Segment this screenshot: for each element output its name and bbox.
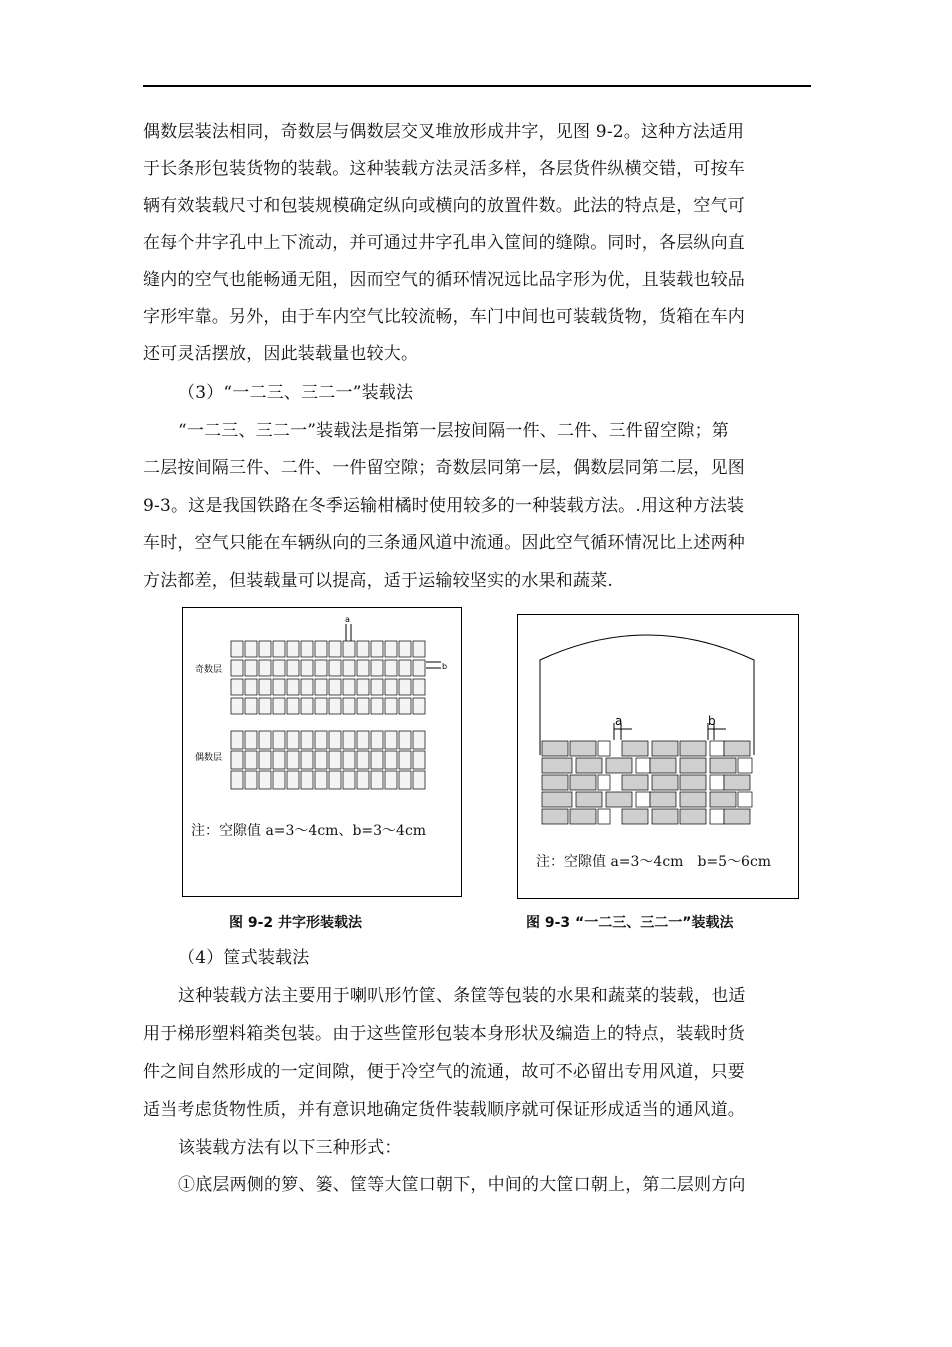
cargo-box bbox=[606, 792, 632, 807]
body-text-line: 辆有效装载尺寸和包装规模确定纵向或横向的放置件数。此法的特点是，空气可 bbox=[143, 196, 745, 216]
cargo-box bbox=[245, 771, 257, 789]
cargo-box bbox=[259, 660, 271, 676]
cargo-box bbox=[570, 775, 596, 790]
cargo-box bbox=[606, 758, 632, 773]
body-text-line: 件之间自然形成的一定间隙，便于冷空气的流通，故可不必留出专用风道，只要 bbox=[143, 1062, 745, 1082]
cargo-box bbox=[636, 758, 650, 773]
body-text-line: “一二三、三二一”装载法是指第一层按间隔一件、二件、三件留空隙；第 bbox=[178, 421, 729, 441]
cargo-box bbox=[287, 679, 299, 695]
cargo-box bbox=[652, 775, 678, 790]
cargo-box bbox=[315, 679, 327, 695]
cargo-box bbox=[273, 679, 285, 695]
cargo-box bbox=[399, 771, 411, 789]
cargo-box bbox=[273, 771, 285, 789]
body-text-line: ①底层两侧的箩、篓、筐等大筐口朝下，中间的大筐口朝上，第二层则方向 bbox=[178, 1175, 746, 1195]
cargo-box bbox=[315, 641, 327, 657]
cargo-stack bbox=[542, 741, 752, 824]
cargo-box bbox=[622, 775, 648, 790]
cargo-box bbox=[273, 698, 285, 714]
cargo-box bbox=[301, 641, 313, 657]
cargo-box bbox=[622, 741, 648, 756]
cargo-box bbox=[273, 641, 285, 657]
cargo-box bbox=[652, 809, 678, 824]
cargo-box bbox=[399, 751, 411, 769]
cargo-box bbox=[413, 698, 425, 714]
cargo-box bbox=[738, 792, 752, 807]
cargo-box bbox=[413, 731, 425, 749]
cargo-box bbox=[357, 698, 369, 714]
cargo-box bbox=[385, 731, 397, 749]
cargo-box bbox=[315, 751, 327, 769]
cargo-box bbox=[315, 660, 327, 676]
body-text-line: 二层按间隔三件、二件、一件留空隙；奇数层同第一层，偶数层同第二层，见图 bbox=[143, 458, 745, 478]
cargo-box bbox=[343, 771, 355, 789]
cargo-box bbox=[287, 731, 299, 749]
figure-9-2 bbox=[182, 607, 462, 897]
odd-layer-label: 奇数层 bbox=[195, 665, 223, 675]
cargo-box bbox=[710, 792, 736, 807]
body-text-line: 在每个井字孔中上下流动，并可通过井字孔串入筐间的缝隙。同时，各层纵向直 bbox=[143, 233, 745, 253]
cargo-box bbox=[413, 660, 425, 676]
cargo-box bbox=[542, 758, 572, 773]
header-rule bbox=[143, 85, 811, 87]
body-text-line: 偶数层装法相同，奇数层与偶数层交叉堆放形成井字，见图 9-2。这种方法适用 bbox=[143, 122, 745, 142]
mark-b: b bbox=[708, 714, 716, 728]
figure-note: 注：空隙值 a=3～4cm b=5～6cm bbox=[536, 854, 772, 870]
body-text-line: 于长条形包装货物的装载。这种装载方法灵活多样，各层货件纵横交错，可按车 bbox=[143, 159, 745, 179]
cargo-box bbox=[273, 660, 285, 676]
cargo-box bbox=[259, 679, 271, 695]
cargo-box bbox=[598, 809, 610, 824]
cargo-box bbox=[329, 751, 341, 769]
cargo-box bbox=[231, 731, 243, 749]
body-text-line: 该装载方法有以下三种形式： bbox=[178, 1138, 402, 1158]
cargo-box bbox=[231, 698, 243, 714]
cargo-box bbox=[301, 731, 313, 749]
cargo-box bbox=[570, 741, 596, 756]
cargo-box bbox=[622, 809, 648, 824]
mark-b: b bbox=[442, 662, 448, 671]
cargo-box bbox=[542, 741, 568, 756]
cargo-box bbox=[273, 731, 285, 749]
cargo-box bbox=[710, 775, 724, 790]
body-text-line: 方法都差，但装载量可以提高，适于运输较坚实的水果和蔬菜. bbox=[143, 571, 614, 591]
cargo-box bbox=[385, 641, 397, 657]
cargo-box bbox=[650, 792, 676, 807]
cargo-box bbox=[724, 741, 750, 756]
cargo-box bbox=[245, 641, 257, 657]
cargo-box bbox=[301, 751, 313, 769]
cargo-box bbox=[710, 809, 724, 824]
cargo-box bbox=[385, 698, 397, 714]
section-heading: （4）筐式装载法 bbox=[178, 948, 310, 968]
cargo-box bbox=[329, 679, 341, 695]
cargo-box bbox=[680, 741, 706, 756]
cargo-box bbox=[413, 751, 425, 769]
even-layer-label: 偶数层 bbox=[195, 753, 223, 763]
cargo-box bbox=[259, 698, 271, 714]
cargo-box bbox=[357, 641, 369, 657]
cargo-box bbox=[343, 751, 355, 769]
cargo-box bbox=[245, 679, 257, 695]
cargo-box bbox=[259, 731, 271, 749]
cargo-box bbox=[357, 771, 369, 789]
body-text-line: 还可灵活摆放，因此装载量也较大。 bbox=[143, 344, 419, 364]
figure-caption: 图 9-3 “一二三、三二一”装载法 bbox=[526, 915, 734, 931]
cargo-box bbox=[399, 698, 411, 714]
cargo-box bbox=[371, 771, 383, 789]
cargo-box bbox=[413, 771, 425, 789]
cargo-box bbox=[287, 698, 299, 714]
cargo-box bbox=[385, 660, 397, 676]
figure-note: 注：空隙值 a=3～4cm、b=3～4cm bbox=[191, 823, 427, 839]
cargo-box bbox=[385, 771, 397, 789]
even-layer-grid bbox=[231, 731, 425, 789]
cargo-box bbox=[413, 641, 425, 657]
cargo-box bbox=[542, 775, 568, 790]
cargo-box bbox=[357, 660, 369, 676]
cargo-box bbox=[357, 731, 369, 749]
cargo-box bbox=[273, 751, 285, 769]
cargo-box bbox=[245, 731, 257, 749]
cargo-box bbox=[301, 698, 313, 714]
cargo-box bbox=[231, 751, 243, 769]
cargo-box bbox=[385, 751, 397, 769]
cargo-box bbox=[329, 771, 341, 789]
cargo-box bbox=[385, 679, 397, 695]
body-text-line: 用于梯形塑料箱类包装。由于这些筐形包装本身形状及编造上的特点，装载时货 bbox=[143, 1024, 745, 1044]
cargo-box bbox=[329, 660, 341, 676]
cargo-box bbox=[259, 641, 271, 657]
cargo-box bbox=[343, 679, 355, 695]
cargo-box bbox=[245, 751, 257, 769]
cargo-box bbox=[371, 641, 383, 657]
cargo-box bbox=[413, 679, 425, 695]
cargo-box bbox=[343, 641, 355, 657]
cargo-box bbox=[399, 731, 411, 749]
body-text-line: 字形牢靠。另外，由于车内空气比较流畅，车门中间也可装载货物，货箱在车内 bbox=[143, 307, 745, 327]
mark-a: a bbox=[615, 714, 623, 728]
cargo-box bbox=[329, 641, 341, 657]
cargo-box bbox=[231, 771, 243, 789]
cargo-box bbox=[245, 698, 257, 714]
cargo-box bbox=[724, 809, 750, 824]
cargo-box bbox=[542, 792, 572, 807]
cargo-box bbox=[259, 771, 271, 789]
cargo-box bbox=[636, 792, 650, 807]
cargo-box bbox=[231, 641, 243, 657]
cargo-box bbox=[542, 809, 568, 824]
mark-a: a bbox=[345, 615, 350, 624]
cargo-box bbox=[399, 679, 411, 695]
cargo-box bbox=[301, 771, 313, 789]
cargo-box bbox=[371, 751, 383, 769]
cargo-box bbox=[652, 741, 678, 756]
cargo-box bbox=[329, 698, 341, 714]
cargo-box bbox=[680, 809, 706, 824]
odd-layer-grid bbox=[231, 641, 425, 714]
cargo-box bbox=[710, 741, 724, 756]
figure-9-2-drawing bbox=[183, 608, 461, 896]
cargo-box bbox=[680, 758, 706, 773]
cargo-box bbox=[315, 731, 327, 749]
cargo-box bbox=[371, 698, 383, 714]
cargo-box bbox=[301, 679, 313, 695]
cargo-box bbox=[301, 660, 313, 676]
cargo-box bbox=[680, 792, 706, 807]
cargo-box bbox=[231, 660, 243, 676]
section-heading: （3）“一二三、三二一”装载法 bbox=[178, 383, 414, 403]
cargo-box bbox=[570, 809, 596, 824]
cargo-box bbox=[598, 775, 610, 790]
cargo-box bbox=[357, 751, 369, 769]
cargo-box bbox=[287, 751, 299, 769]
cargo-box bbox=[259, 751, 271, 769]
cargo-box bbox=[343, 660, 355, 676]
cargo-box bbox=[371, 679, 383, 695]
cargo-box bbox=[371, 731, 383, 749]
cargo-box bbox=[724, 775, 750, 790]
cargo-box bbox=[329, 731, 341, 749]
cargo-box bbox=[357, 679, 369, 695]
cargo-box bbox=[287, 771, 299, 789]
figure-9-3 bbox=[517, 614, 799, 899]
body-text-line: 缝内的空气也能畅通无阻，因而空气的循环情况远比品字形为优，且装载也较品 bbox=[143, 270, 745, 290]
cargo-box bbox=[399, 641, 411, 657]
cargo-box bbox=[650, 758, 676, 773]
body-text-line: 适当考虑货物性质，并有意识地确定货件装载顺序就可保证形成适当的通风道。 bbox=[143, 1100, 745, 1120]
cargo-box bbox=[315, 698, 327, 714]
cargo-box bbox=[231, 679, 243, 695]
cargo-box bbox=[245, 660, 257, 676]
cargo-box bbox=[710, 758, 736, 773]
cargo-box bbox=[576, 758, 602, 773]
cargo-box bbox=[287, 641, 299, 657]
cargo-box bbox=[576, 792, 602, 807]
cargo-box bbox=[598, 741, 610, 756]
cargo-box bbox=[371, 660, 383, 676]
body-text-line: 这种装载方法主要用于喇叭形竹筐、条筐等包装的水果和蔬菜的装载，也适 bbox=[178, 986, 746, 1006]
body-text-line: 车时，空气只能在车辆纵向的三条通风道中流通。因此空气循环情况比上述两种 bbox=[143, 533, 745, 553]
figure-caption: 图 9-2 井字形装载法 bbox=[229, 915, 363, 931]
cargo-box bbox=[343, 698, 355, 714]
cargo-box bbox=[680, 775, 706, 790]
cargo-box bbox=[738, 758, 752, 773]
cargo-box bbox=[343, 731, 355, 749]
cargo-box bbox=[287, 660, 299, 676]
cargo-box bbox=[399, 660, 411, 676]
cargo-box bbox=[315, 771, 327, 789]
body-text-line: 9-3。这是我国铁路在冬季运输柑橘时使用较多的一种装载方法。.用这种方法装 bbox=[143, 496, 745, 516]
